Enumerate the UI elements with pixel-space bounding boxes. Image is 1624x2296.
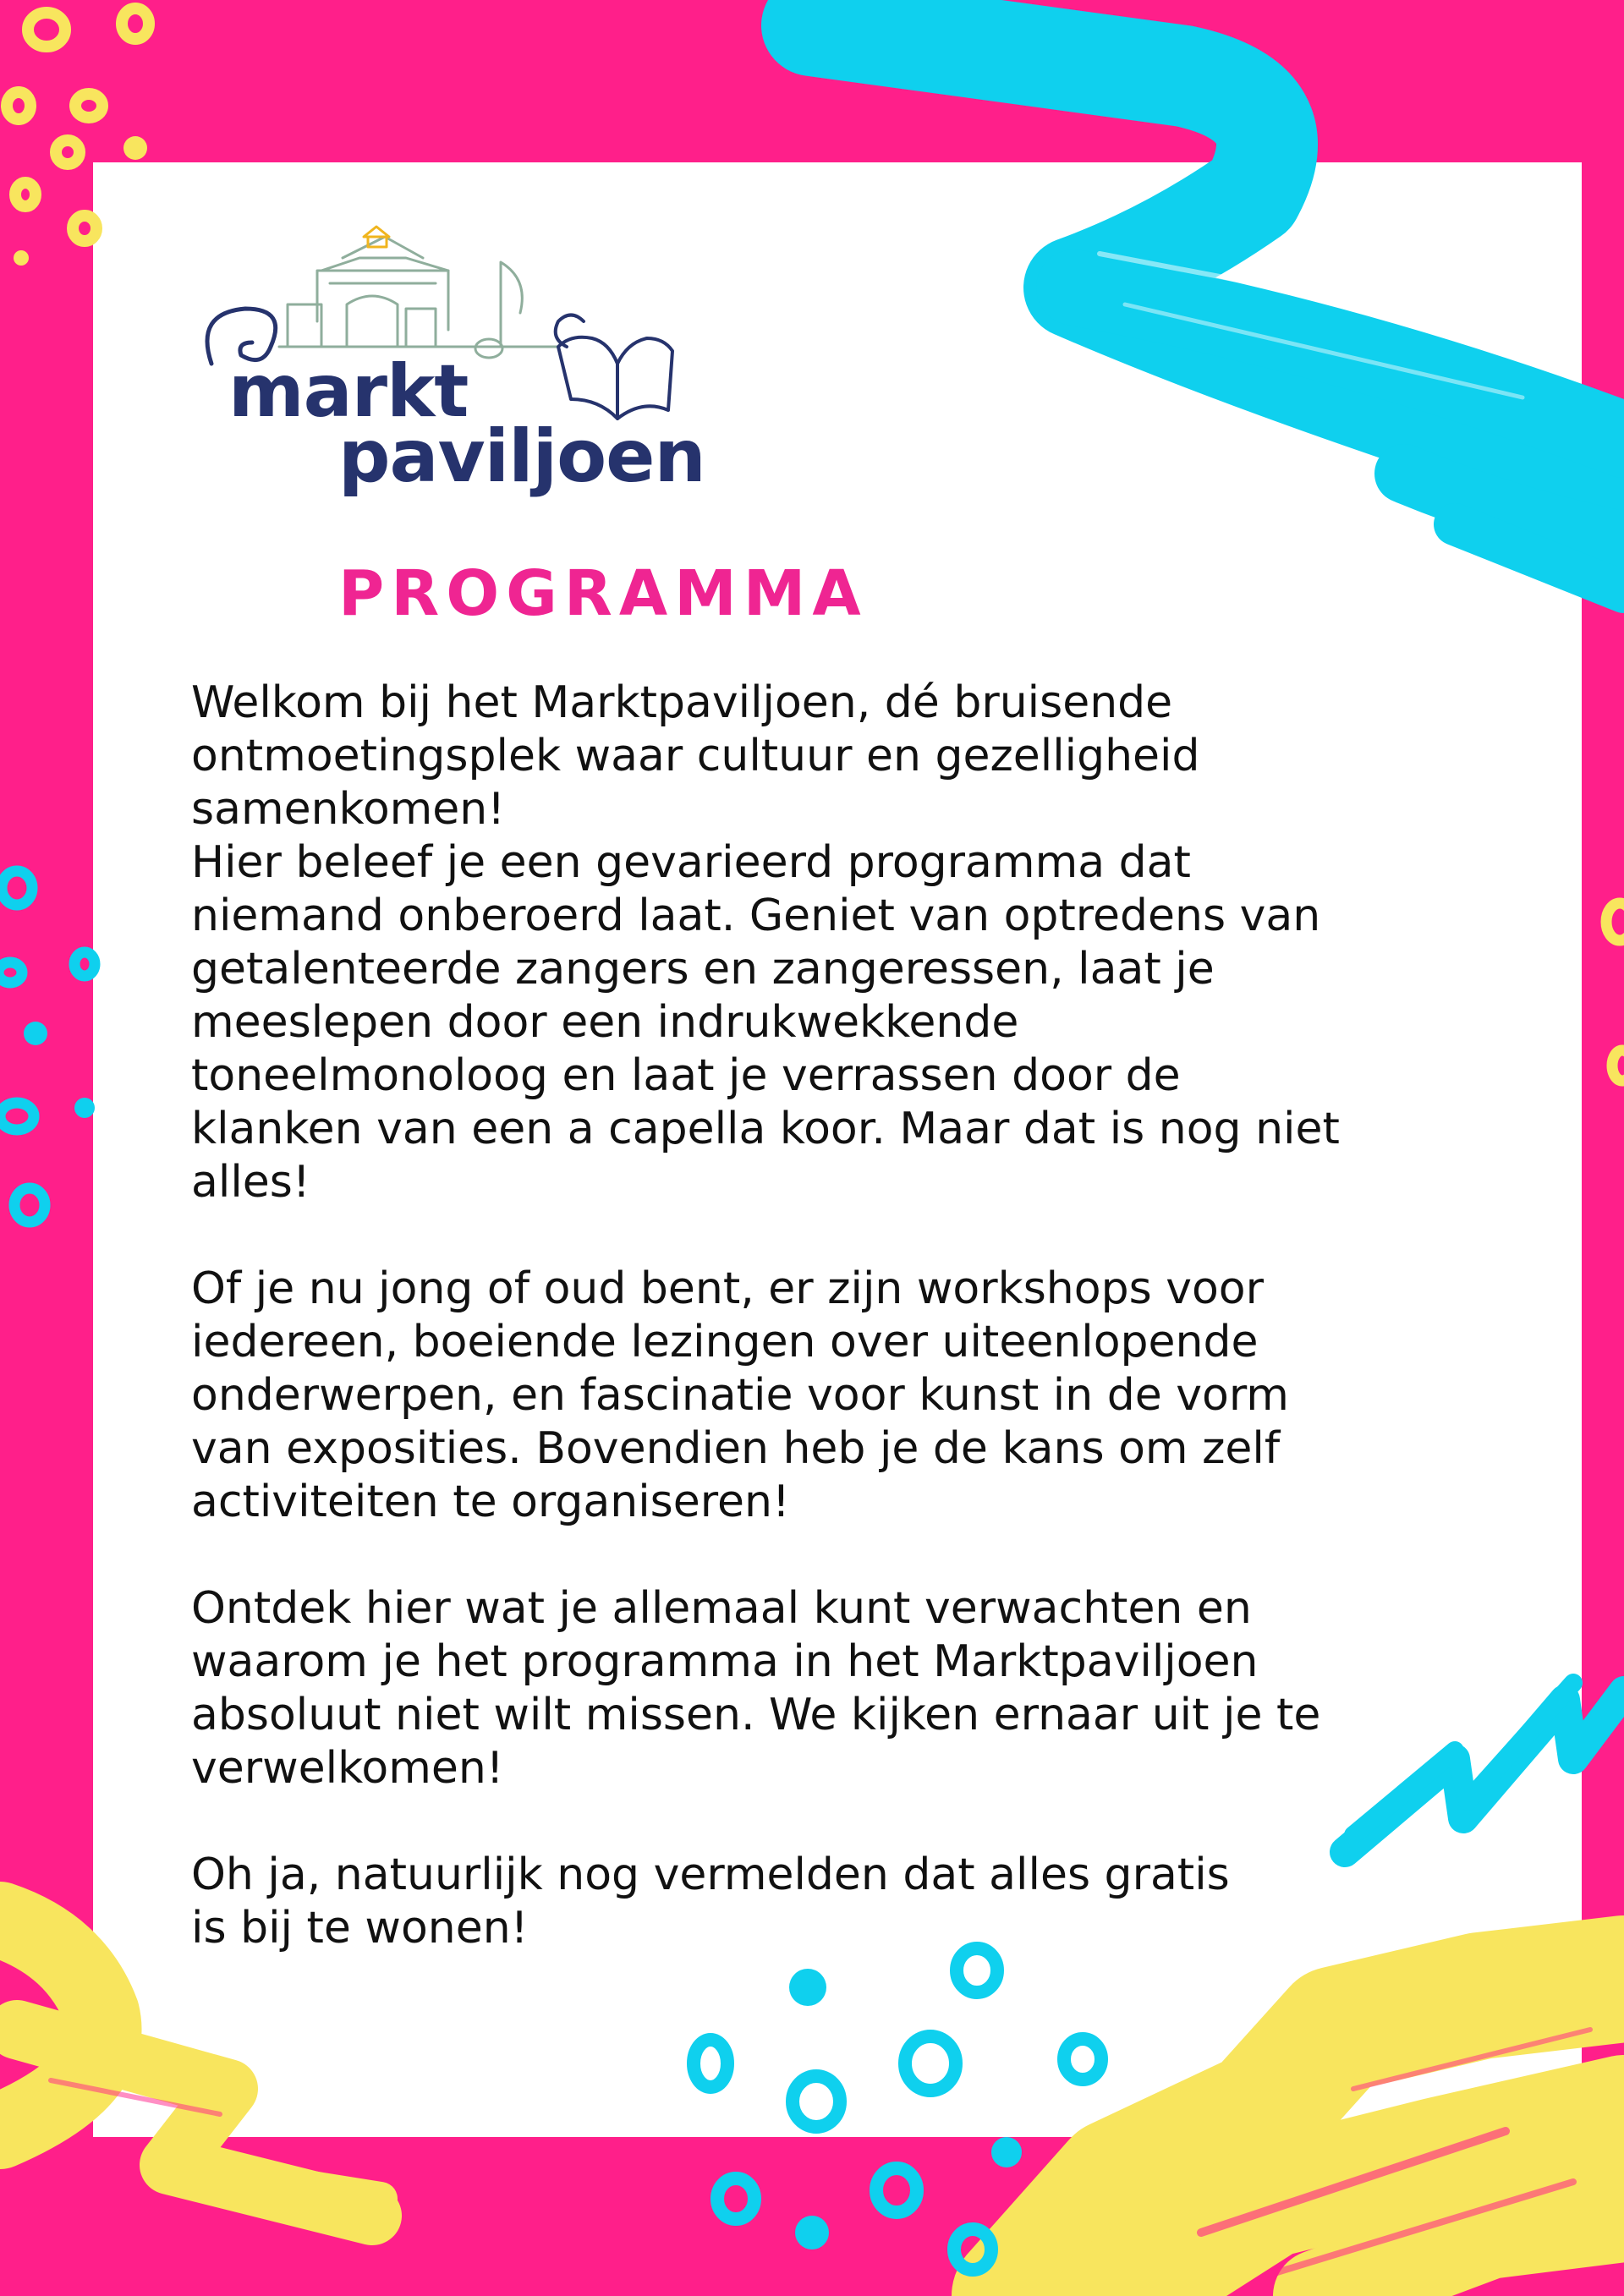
cyan-brush-stroke-icon [812, 25, 1624, 592]
yellow-brush-stroke-icon [1015, 1979, 1624, 2296]
text-line: getalenteerde zangers en zangeressen, laat je [191, 944, 1215, 995]
text-line: samenkomen! [191, 784, 506, 835]
text-line: Hier beleef je een gevarieerd programma dat [191, 837, 1191, 888]
logo-wordmark-paviljoen: paviljoen [338, 414, 705, 499]
paragraph-gap [191, 1795, 1443, 1849]
paragraph-gap [191, 1529, 1443, 1582]
text-line: van exposities. Bovendien heb je de kans om zelf [191, 1423, 1281, 1474]
text-line: is bij te wonen! [191, 1903, 529, 1954]
text-line: waarom je het programma in het Marktpaviljoen [191, 1636, 1259, 1687]
dot-ring-icon [0, 871, 95, 1222]
body-text [191, 677, 1443, 1955]
text-line: klanken van een a capella koor. Maar dat is nog niet [191, 1104, 1340, 1154]
page-title: PROGRAMMA [338, 557, 868, 630]
paragraph-free [191, 1849, 1443, 1955]
text-line: iedereen, boeiende lezingen over uiteenlopende [191, 1317, 1259, 1367]
text-line: onderwerpen, en fascinatie voor kunst in de vorm [191, 1370, 1289, 1421]
text-line: activiteiten te organiseren! [191, 1477, 790, 1527]
text-line: alles! [191, 1157, 310, 1208]
text-line: absoluut niet wilt missen. We kijken ernaar uit je te [191, 1690, 1321, 1740]
text-line: meeslepen door een indrukwekkende [191, 997, 1019, 1048]
paragraph-welcome [191, 677, 1443, 1209]
paragraph-discover [191, 1582, 1443, 1795]
text-line: Ontdek hier wat je allemaal kunt verwachten en [191, 1583, 1252, 1634]
dot-ring-icon [1606, 903, 1624, 1081]
text-line: Welkom bij het Marktpaviljoen, dé bruisende [191, 677, 1173, 728]
text-line: ontmoetingsplek waar cultuur en gezelligheid [191, 731, 1200, 781]
text-line: verwelkomen! [191, 1743, 504, 1794]
logo-wordmark-markt: markt [228, 349, 469, 434]
yellow-brush-stroke-left-icon [0, 1920, 381, 2216]
text-line: Of je nu jong of oud bent, er zijn workshops voor [191, 1263, 1264, 1314]
text-line: Oh ja, natuurlijk nog vermelden dat alles gratis [191, 1849, 1230, 1900]
paragraph-workshops [191, 1263, 1443, 1529]
text-line: niemand onberoerd laat. Geniet van optredens van [191, 890, 1321, 941]
dot-ring-icon [7, 8, 149, 241]
text-line: toneelmonoloog en laat je verrassen door de [191, 1050, 1181, 1101]
paragraph-gap [191, 1209, 1443, 1263]
